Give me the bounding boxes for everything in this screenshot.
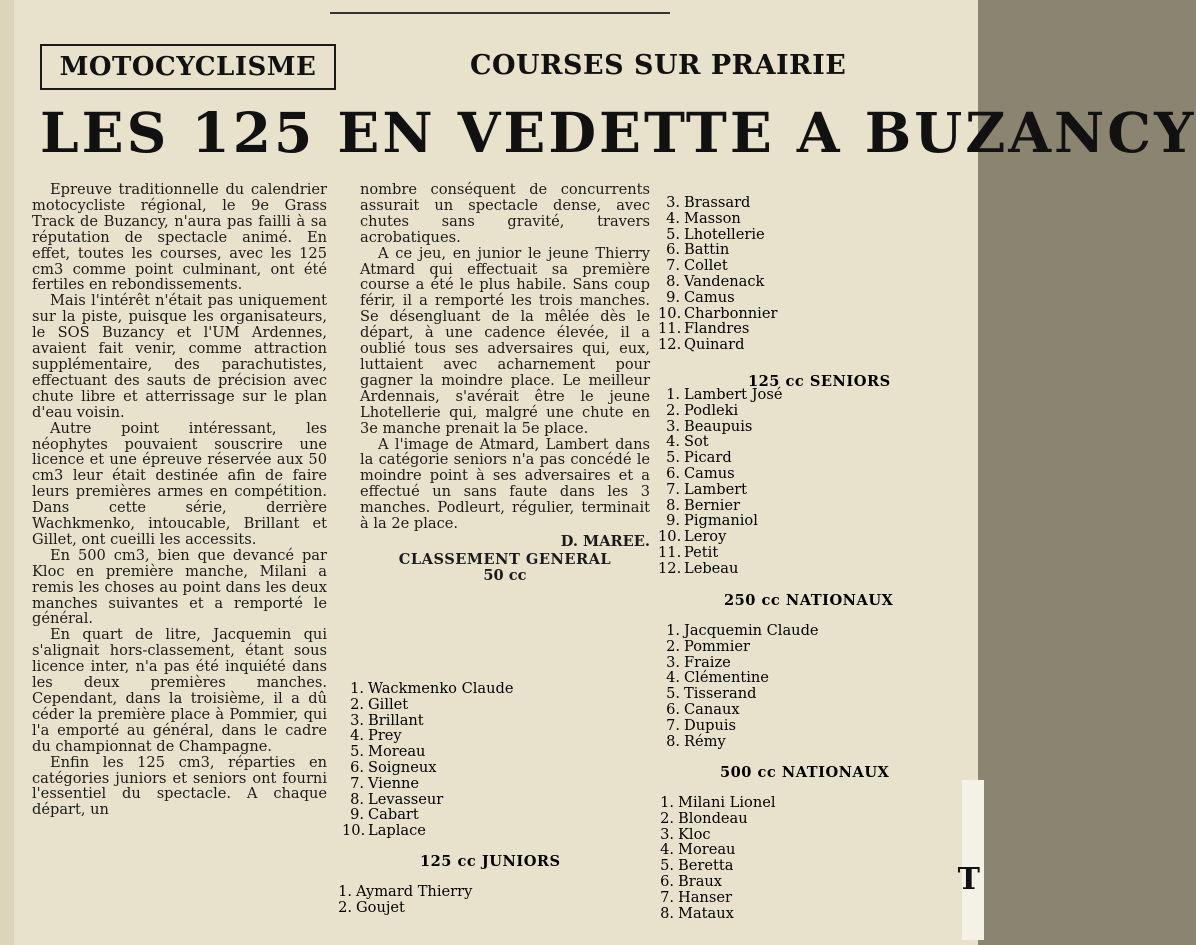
list-item: 4. Clémentine — [666, 669, 769, 687]
author-signature: D. MAREE. — [560, 532, 650, 550]
results-125-seniors — [658, 387, 958, 577]
list-item: 1. Milani Lionel — [660, 794, 776, 811]
paragraph: En 500 cm3, bien que devancé par Kloc en première manche, Milani a remis les choses au point dans les deux manches suivantes et a remporté le général. — [32, 546, 327, 628]
results-250 — [658, 623, 958, 749]
results-125-juniors-part1 — [330, 884, 630, 916]
list-item: 8. Vandenack — [666, 272, 765, 290]
results-50cc — [342, 681, 642, 839]
list-item: 1. Aymard Thierry — [338, 883, 473, 900]
adjacent-article-letter: T — [957, 862, 980, 897]
section-rubric: MOTOCYCLISME — [40, 44, 336, 90]
paragraph: Epreuve traditionnelle du calendrier motocycliste régional, le 9e Grass Track de Buzancy, n'aura pas failli à sa réputation de spectacle animé. En effet, toutes les courses, avec les 125 cm3 comme point culminant, ont été fertiles en rebondissements. — [32, 181, 327, 294]
list-item: 6. Braux — [660, 872, 723, 890]
list-item: 4. Moreau — [660, 841, 736, 859]
list-item: 3. Brassard — [666, 194, 751, 211]
list-item: 6. Canaux — [666, 700, 740, 718]
list-item: 1. Wackmenko Claude — [350, 680, 514, 697]
list-item: 7. Lambert — [666, 480, 748, 498]
article-column-1 — [32, 182, 327, 818]
list-item: 7. Dupuis — [666, 716, 736, 734]
paragraph: En quart de litre, Jacquemin qui s'alignait hors-classement, étant sous licence inter, n'a pas été inquiété dans les deux premières manches. Cependant, dans la troisième, il a dû céder la première place à Pommier, qui l'a emporté au général, dans le cadre du championnat de Champagne. — [32, 626, 327, 755]
list-item: 7. Vienne — [350, 774, 420, 792]
list-item: 12. Quinard — [658, 336, 745, 354]
list-item: 11. Flandres — [658, 320, 750, 338]
category-title-500: 500 cc NATIONAUX — [720, 764, 890, 781]
list-item: 2. Pommier — [666, 637, 750, 655]
list-item: 8. Rémy — [666, 732, 726, 750]
list-item: 5. Beretta — [660, 857, 734, 875]
list-item: 3. Fraize — [666, 653, 731, 671]
list-item: 3. Beaupuis — [666, 417, 753, 435]
list-item: 1. Lambert José — [666, 386, 783, 403]
list-item: 1. Jacquemin Claude — [666, 622, 819, 639]
list-item: 9. Pigmaniol — [666, 512, 758, 530]
rule-line — [330, 12, 670, 14]
list-item: 2. Podleki — [666, 401, 739, 419]
list-item: 4. Prey — [350, 727, 402, 745]
list-item: 6. Camus — [666, 464, 735, 482]
results-125-juniors-part2 — [658, 195, 958, 353]
list-item: 11. Petit — [658, 543, 719, 561]
list-item: 6. Soigneux — [350, 758, 437, 776]
list-item: 2. Goujet — [338, 898, 405, 916]
paragraph: A l'image de Atmard, Lambert dans la catégorie seniors n'a pas concédé le moindre point à ses adversaires et a effectué un sans faute dans les 3 manches. Podleurt, régulier, terminait à la 2e place. — [360, 435, 650, 533]
results-500 — [652, 795, 952, 921]
list-item: 3. Brillant — [350, 711, 424, 729]
list-item: 5. Picard — [666, 449, 732, 467]
category-title-125-juniors: 125 cc JUNIORS — [420, 853, 561, 870]
list-item: 3. Kloc — [660, 825, 711, 843]
list-item: 2. Blondeau — [660, 809, 748, 827]
paper-backing — [962, 780, 984, 940]
list-item: 10. Laplace — [342, 822, 426, 840]
list-item: 6. Battin — [666, 241, 730, 259]
category-title-125-seniors: 125 cc SENIORS — [748, 373, 891, 390]
list-item: 4. Sot — [666, 433, 709, 451]
list-item: 5. Lhotellerie — [666, 225, 765, 243]
list-item: 2. Gillet — [350, 695, 409, 713]
list-item: 7. Collet — [666, 257, 728, 275]
article-column-2 — [360, 182, 650, 584]
paragraph: A ce jeu, en junior le jeune Thierry Atmard qui effectuait sa première course a été le plus habile. Sans coup férir, il a remporté les trois manches. Se désengluant de la mêlée dès le départ, à une cadence élevée, il a oublié tous ses adversaires qui, eux, luttaient avec acharnement pour gagner la moindre place. Le meilleur Ardennais, s'avérait être le jeune Lhotellerie qui, malgré une chute en 3e manche prenait la 5e place. — [360, 244, 650, 437]
list-item: 5. Moreau — [350, 743, 426, 761]
subheadline: COURSES SUR PRAIRIE — [470, 50, 847, 81]
list-item: 8. Bernier — [666, 496, 741, 514]
category-title-50: 50 cc — [483, 566, 527, 584]
list-item: 7. Hanser — [660, 888, 732, 906]
category-title-250: 250 cc NATIONAUX — [724, 592, 894, 609]
list-item: 12. Lebeau — [658, 559, 739, 577]
paragraph: Mais l'intérêt n'était pas uniquement sur la piste, puisque les organisateurs, le SOS Buzancy et l'UM Ardennes, avaient fait venir, comme attraction supplémentaire, des parachutistes, effectuant des sauts de précision avec chute libre et atterrissage sur le plan d'eau voisin. — [32, 292, 327, 421]
headline: LES 125 EN VEDETTE A BUZANCY — [40, 100, 1196, 165]
list-item: 9. Cabart — [350, 806, 419, 824]
list-item: 9. Camus — [666, 288, 735, 306]
list-item: 5. Tisserand — [666, 685, 757, 703]
list-item: 4. Masson — [666, 209, 741, 227]
paragraph: Enfin les 125 cm3, réparties en catégories juniors et seniors ont fourni l'essentiel du spectacle. A chaque départ, un — [32, 753, 327, 819]
paragraph: nombre conséquent de concurrents assurait un spectacle dense, avec chutes sans gravité, travers acrobatiques. — [360, 181, 650, 246]
list-item: 8. Mataux — [660, 904, 734, 922]
list-item: 10. Charbonnier — [658, 304, 778, 322]
paragraph: Autre point intéressant, les néophytes pouvaient souscrire une licence et une épreuve réservée aux 50 cm3 leur était destinée afin de faire leurs premières armes en compétition. Dans cette série, derrière Wachkmenko, intoucable, Brillant et Gillet, ont cueilli les accessits. — [32, 419, 327, 548]
list-item: 8. Levasseur — [350, 790, 444, 808]
results-title: CLASSEMENT GENERAL — [398, 550, 612, 568]
list-item: 10. Leroy — [658, 528, 727, 546]
